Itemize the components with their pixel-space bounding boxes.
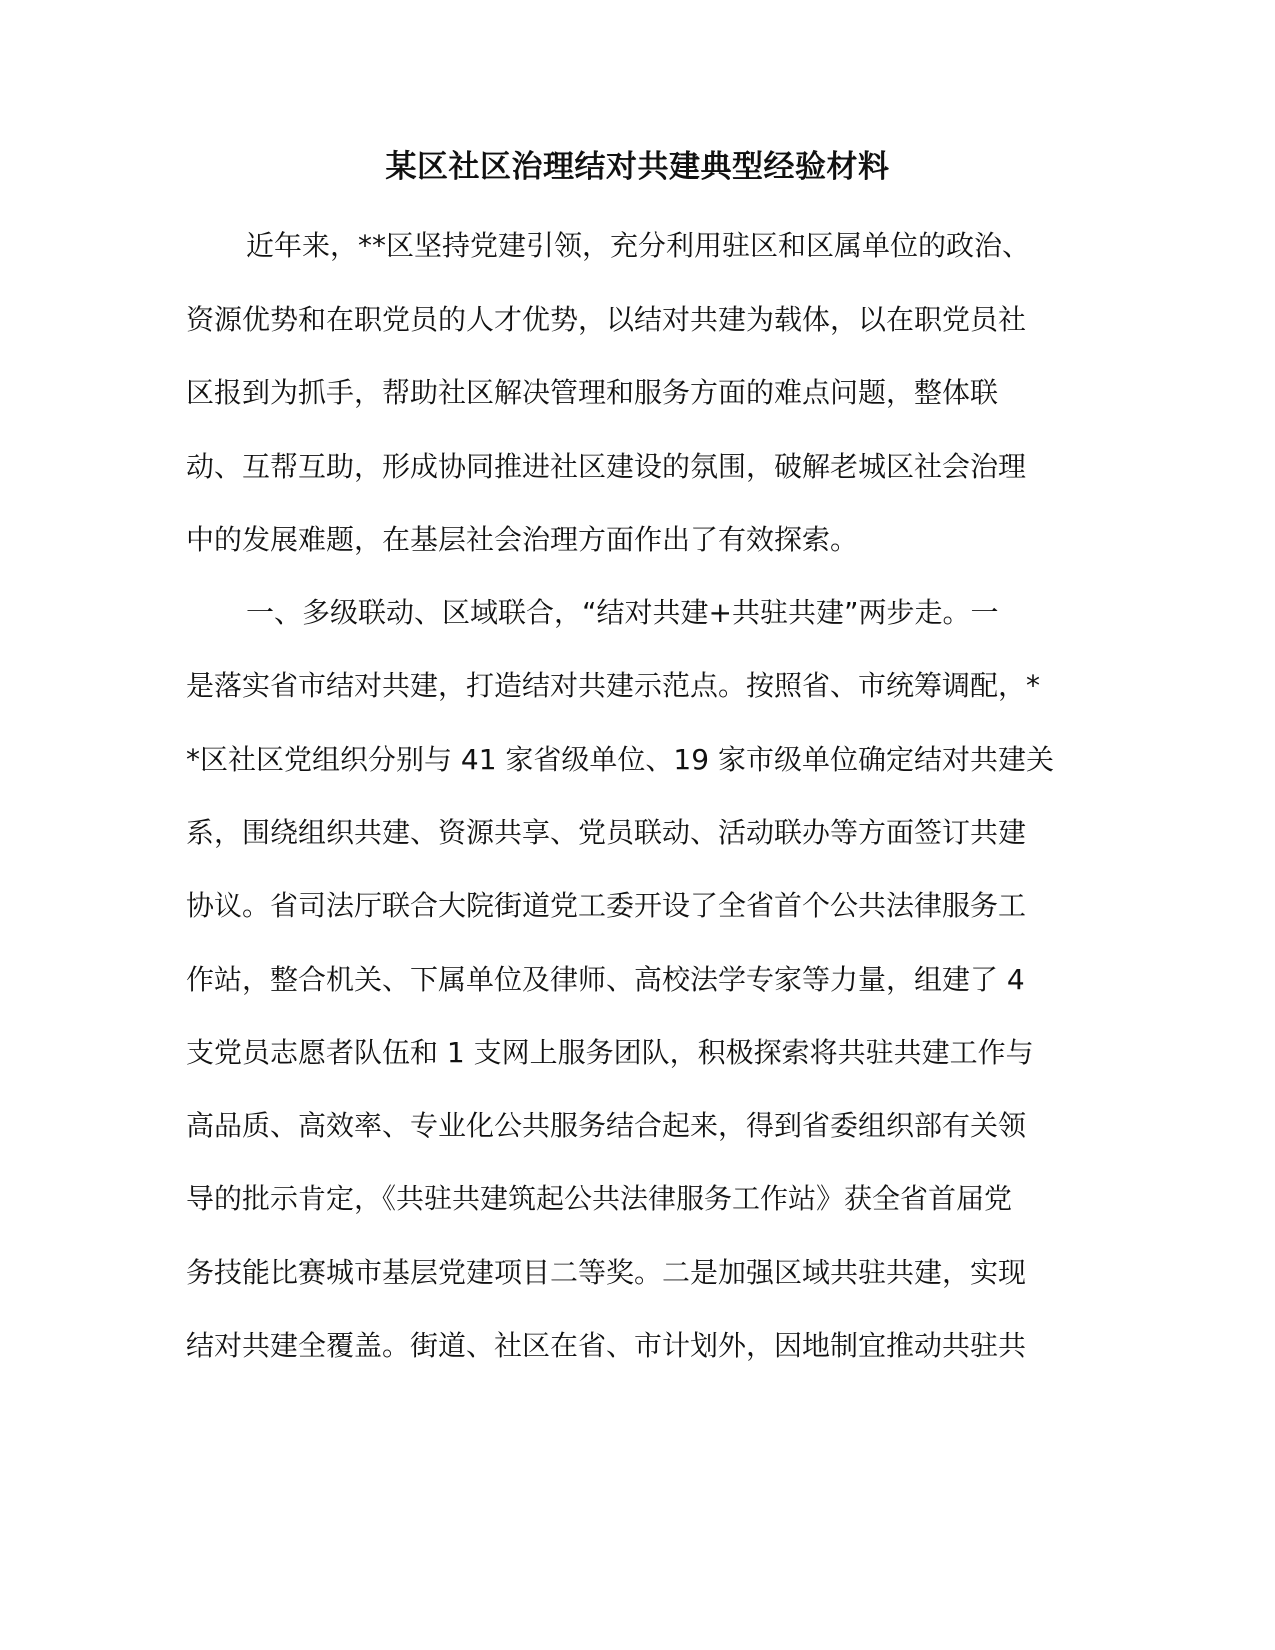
paragraph-line: 是落实省市结对共建，打造结对共建示范点。按照省、市统筹调配，* [186, 669, 1041, 702]
paragraph-line: 务技能比赛城市基层党建项目二等奖。二是加强区域共驻共建，实现 [186, 1256, 1027, 1289]
paragraph-line: 系，围绕组织共建、资源共享、党员联动、活动联办等方面签订共建 [186, 816, 1027, 849]
paragraph-line: 一、多级联动、区域联合，“结对共建+共驻共建”两步走。一 [246, 596, 999, 629]
paragraph-line: 中的发展难题，在基层社会治理方面作出了有效探索。 [186, 523, 859, 556]
paragraph-line: *区社区党组织分别与 41 家省级单位、19 家市级单位确定结对共建关 [186, 743, 1054, 776]
paragraph-line: 结对共建全覆盖。街道、社区在省、市计划外，因地制宜推动共驻共 [186, 1329, 1027, 1362]
paragraph-line: 导的批示肯定，《共驻共建筑起公共法律服务工作站》获全省首届党 [186, 1182, 1013, 1215]
paragraph-line: 资源优势和在职党员的人才优势，以结对共建为载体，以在职党员社 [186, 303, 1027, 336]
paragraph-line: 动、互帮互助，形成协同推进社区建设的氛围，破解老城区社会治理 [186, 450, 1027, 483]
paragraph-line: 近年来，**区坚持党建引领，充分利用驻区和区属单位的政治、 [246, 229, 1031, 262]
paragraph-line: 协议。省司法厅联合大院街道党工委开设了全省首个公共法律服务工 [186, 889, 1027, 922]
paragraph-line: 支党员志愿者队伍和 1 支网上服务团队，积极探索将共驻共建工作与 [186, 1036, 1034, 1069]
paragraph-line: 高品质、高效率、专业化公共服务结合起来，得到省委组织部有关领 [186, 1109, 1027, 1142]
paragraph-line: 作站，整合机关、下属单位及律师、高校法学专家等力量，组建了 4 [186, 963, 1025, 996]
document-title: 某区社区治理结对共建典型经验材料 [385, 149, 890, 185]
paragraph-line: 区报到为抓手，帮助社区解决管理和服务方面的难点问题，整体联 [186, 376, 999, 409]
